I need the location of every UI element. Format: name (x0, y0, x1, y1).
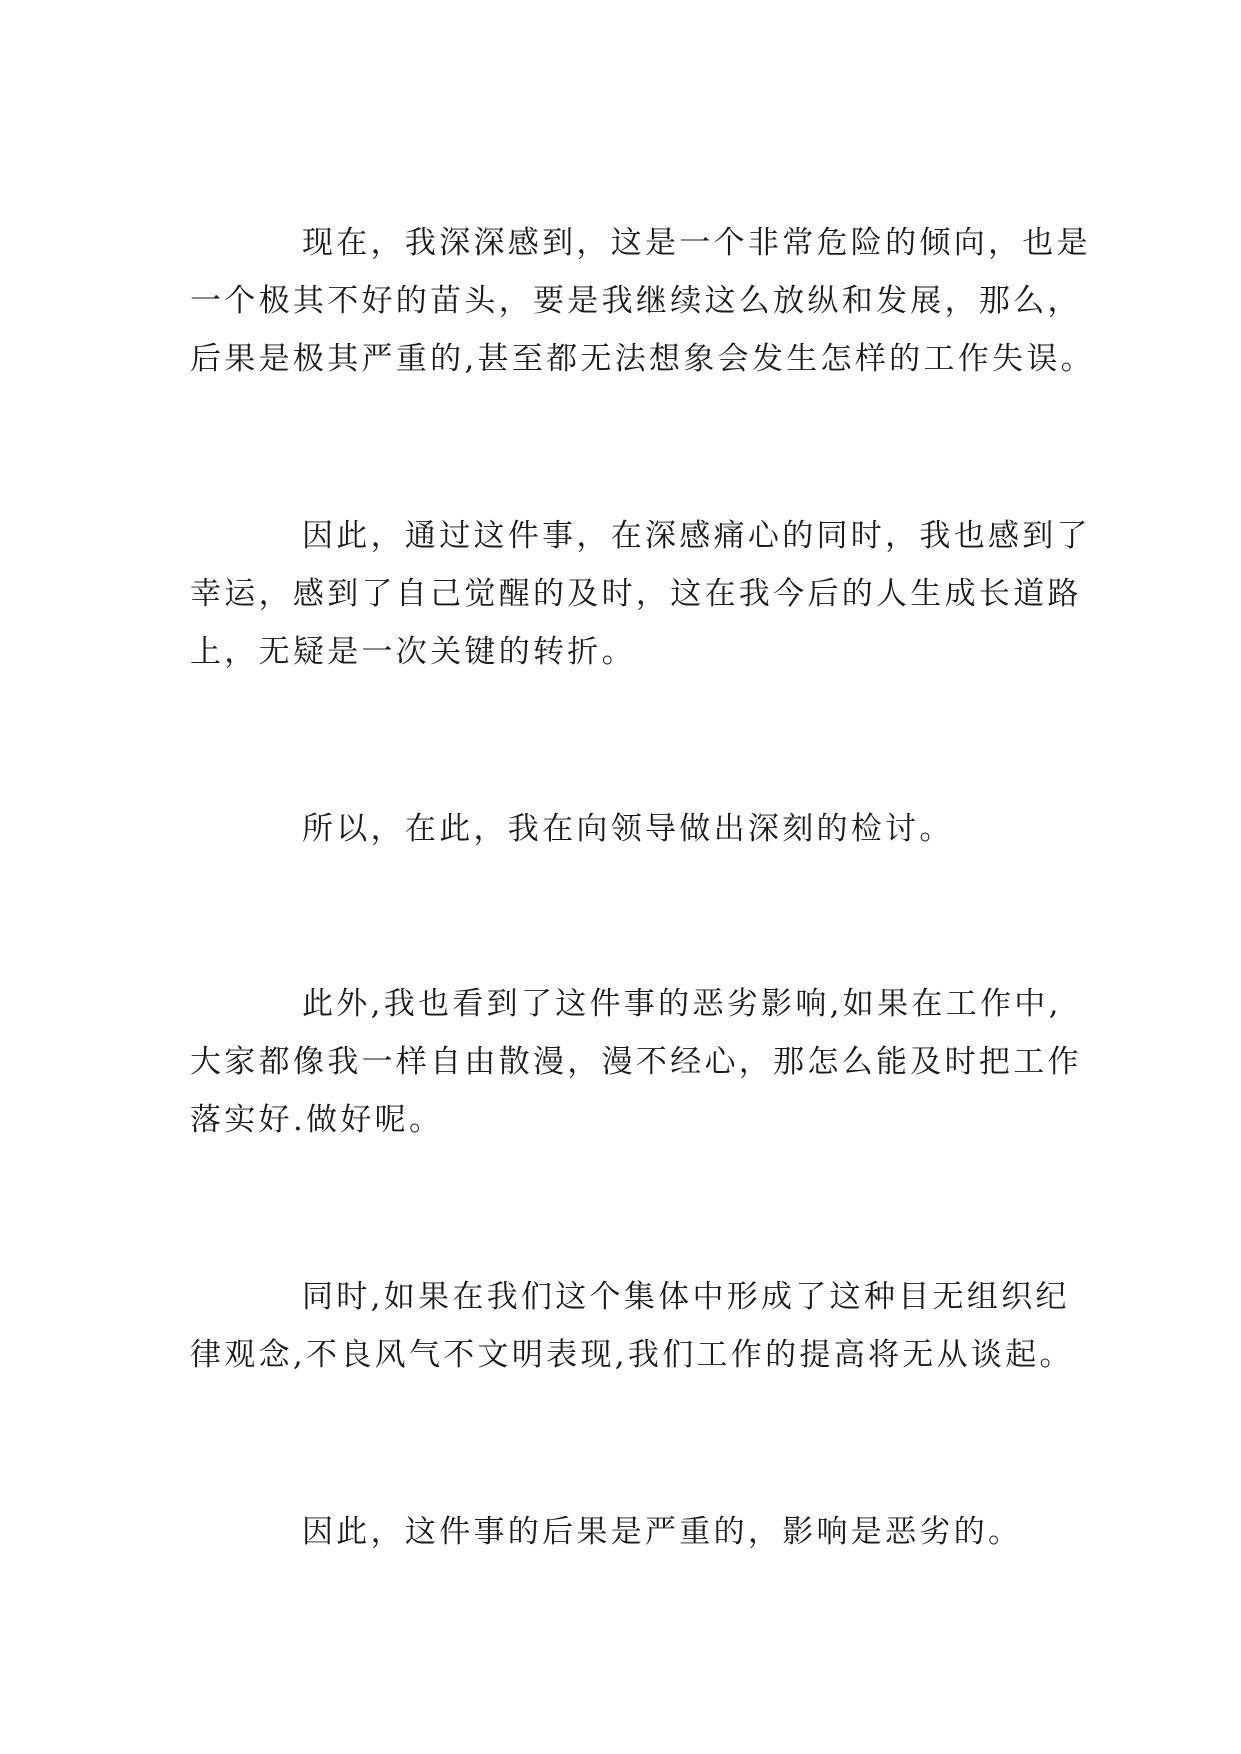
paragraph-4-line-3: 落实好.做好呢。 (190, 1102, 444, 1138)
paragraph-5-line-1: 同时,如果在我们这个集体中形成了这种目无组织纪 (302, 1279, 1070, 1315)
paragraph-4 (190, 975, 1082, 1149)
paragraph-5-line-2: 律观念,不良风气不文明表现,我们工作的提高将无从谈起。 (190, 1337, 1074, 1373)
paragraph-1-line-3: 后果是极其严重的,甚至都无法想象会发生怎样的工作失误。 (190, 341, 1095, 377)
paragraph-6 (190, 1503, 1070, 1561)
paragraph-6-line-1: 因此，这件事的后果是严重的，影响是恶劣的。 (302, 1514, 1023, 1550)
paragraph-5 (190, 1268, 1074, 1384)
paragraph-4-line-1: 此外,我也看到了这件事的恶劣影响,如果在工作中, (302, 986, 1062, 1022)
paragraph-2-line-2: 幸运，感到了自己觉醒的及时，这在我今后的人生成长道路 (190, 576, 1082, 612)
paragraph-2 (190, 507, 1091, 681)
paragraph-1-line-1: 现在，我深深感到，这是一个非常危险的倾向，也是 (302, 225, 1091, 261)
paragraph-2-line-3: 上，无疑是一次关键的转折。 (190, 634, 636, 670)
paragraph-3 (190, 800, 1070, 858)
paragraph-1 (190, 214, 1095, 388)
paragraph-2-line-1: 因此，通过这件事，在深感痛心的同时，我也感到了 (302, 518, 1091, 554)
paragraph-4-line-2: 大家都像我一样自由散漫，漫不经心，那怎么能及时把工作 (190, 1044, 1082, 1080)
paragraph-3-line-1: 所以，在此，我在向领导做出深刻的检讨。 (302, 811, 954, 847)
paragraph-1-line-2: 一个极其不好的苗头，要是我继续这么放纵和发展，那么， (190, 283, 1082, 319)
